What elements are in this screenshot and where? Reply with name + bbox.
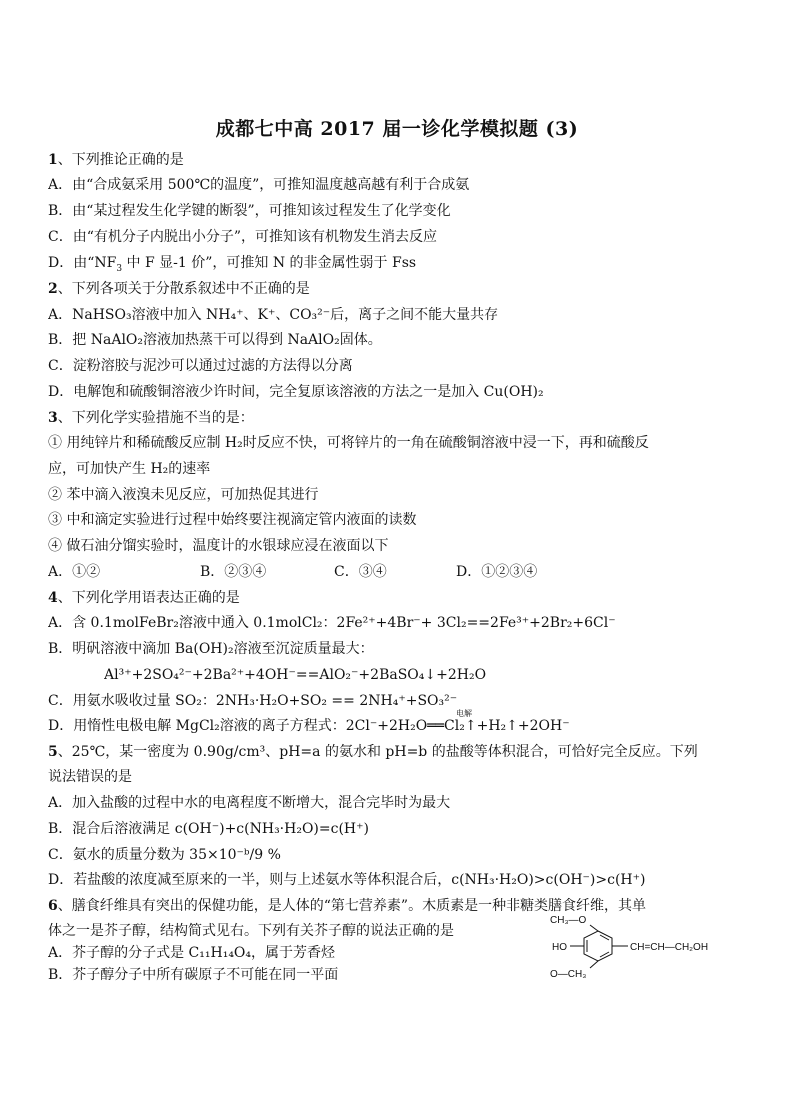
q4-option-c: C．用氨水吸收过量 SO₂：2NH₃·H₂O+SO₂ == 2NH₄⁺+SO₃²⁻ [48, 693, 458, 709]
question-1-stem [48, 151, 764, 169]
q3-option-d: D．①②③④ [456, 564, 538, 580]
q4-option-a: A．含 0.1molFeBr₂溶液中通入 0.1molCl₂：2Fe²⁺+4Br⁻+ 3Cl₂==2Fe³⁺+2Br₂+6Cl⁻ [48, 615, 616, 631]
question-text: 、下列推论正确的是 [57, 152, 184, 168]
question-text: 、膳食纤维具有突出的保健功能，是人体的“第七营养素”。木质素是一种非糖类膳食纤维，其单 [57, 898, 647, 914]
question-text: 、下列化学实验措施不当的是： [57, 410, 254, 426]
q3-item-3: ③ 中和滴定实验进行过程中始终要注视滴定管内液面的读数 [48, 512, 417, 528]
benzene-ring [570, 925, 628, 968]
q3-item-2: ② 苯中滴入液溴未见反应，可加热促其进行 [48, 487, 319, 503]
q4-option-b: B．明矾溶液中滴加 Ba(OH)₂溶液至沉淀质量最大： [48, 641, 374, 657]
question-5-stem-cont: 说法错误的是 [48, 769, 132, 785]
q1-option-c: C．由“有机分子内脱出小分子”，可推知该有机物发生消去反应 [48, 229, 438, 245]
q1-option-a: A．由“合成氨采用 500℃的温度”，可推知温度越高越有利于合成氨 [48, 177, 470, 193]
q2-option-c: C．淀粉溶胶与泥沙可以通过过滤的方法得以分离 [48, 358, 353, 374]
question-number: 5 [48, 744, 58, 760]
side-chain-label: CH=CH—CH₂OH [630, 942, 709, 953]
q5-option-c: C．氨水的质量分数为 35×10⁻ᵇ/9 % [48, 847, 281, 863]
methoxy-top-label: CH₃—O [550, 915, 587, 926]
q3-option-c: C．③④ [334, 564, 387, 580]
q1-option-d [48, 254, 764, 272]
sinapyl-alcohol-structure [548, 911, 728, 981]
question-number: 2 [48, 281, 58, 297]
question-2-stem [48, 280, 764, 298]
q6-option-b: B．芥子醇分子中所有碳原子不可能在同一平面 [48, 967, 339, 983]
q3-option-a: A．①② [48, 564, 101, 580]
option-text: D．由“NF [48, 255, 117, 271]
page-title: 成都七中高 2017 届一诊化学模拟题 (3) [215, 118, 579, 140]
q2-option-d: D．电解饱和硫酸铜溶液少许时间，完全复原该溶液的方法之一是加入 Cu(OH)₂ [48, 384, 544, 400]
q3-option-b: B．②③④ [200, 564, 267, 580]
q2-option-a: A．NaHSO₃溶液中加入 NH₄⁺、K⁺、CO₃²⁻后，离子之间不能大量共存 [48, 307, 499, 323]
q4-option-d: D．用惰性电极电解 MgCl₂溶液的离子方程式：2Cl⁻+2H₂O══Cl₂↑+H₂↑+2OH⁻ [48, 718, 570, 734]
question-number: 6 [48, 898, 58, 914]
q5-option-a: A．加入盐酸的过程中水的电离程度不断增大，混合完毕时为最大 [48, 795, 451, 811]
subscript: 3 [116, 263, 123, 272]
question-text: 、下列化学用语表达正确的是 [57, 590, 240, 606]
hydroxyl-label: HO [552, 942, 567, 953]
q3-options [48, 563, 764, 581]
question-number: 1 [48, 152, 58, 168]
question-6-stem-cont: 体之一是芥子醇，结构简式见右。下列有关芥子醇的说法正确的是 [48, 923, 454, 939]
electrolysis-condition-label: 电解 [456, 709, 472, 718]
q3-item-4: ④ 做石油分馏实验时，温度计的水银球应浸在液面以下 [48, 538, 389, 554]
methoxy-bottom-label: O—CH₃ [550, 969, 587, 980]
question-3-stem [48, 409, 764, 427]
question-4-stem [48, 589, 764, 607]
q5-option-b: B．混合后溶液满足 c(OH⁻)+c(NH₃·H₂O)=c(H⁺) [48, 821, 369, 837]
question-5-stem [48, 743, 764, 761]
q5-option-d: D．若盐酸的浓度减至原来的一半，则与上述氨水等体积混合后，c(NH₃·H₂O)>c(OH⁻)>c(H⁺) [48, 872, 646, 888]
question-number: 4 [48, 590, 58, 606]
q6-option-a: A．芥子醇的分子式是 C₁₁H₁₄O₄，属于芳香烃 [48, 945, 336, 961]
q3-item-1: ① 用纯锌片和稀硫酸反应制 H₂时反应不快，可将锌片的一角在硫酸铜溶液中浸一下，再和硫酸反 [48, 435, 649, 451]
q4-option-b-equation: Al³⁺+2SO₄²⁻+2Ba²⁺+4OH⁻==AlO₂⁻+2BaSO₄↓+2H₂O [104, 667, 487, 683]
question-text: 、25℃，某一密度为 0.90g/cm³、pH=a 的氨水和 pH=b 的盐酸等体积混合，可恰好完全反应。下列 [57, 744, 698, 760]
q2-option-b: B．把 NaAlO₂溶液加热蒸干可以得到 NaAlO₂固体。 [48, 332, 382, 348]
q1-option-b: B．由“某过程发生化学键的断裂”，可推知该过程发生了化学变化 [48, 203, 451, 219]
question-text: 、下列各项关于分散系叙述中不正确的是 [57, 281, 310, 297]
question-number: 3 [48, 410, 58, 426]
q3-item-1-cont: 应，可加快产生 H₂的速率 [48, 461, 211, 477]
option-text: 中 F 显-1 价”，可推知 N 的非金属性弱于 Fss [122, 255, 417, 271]
